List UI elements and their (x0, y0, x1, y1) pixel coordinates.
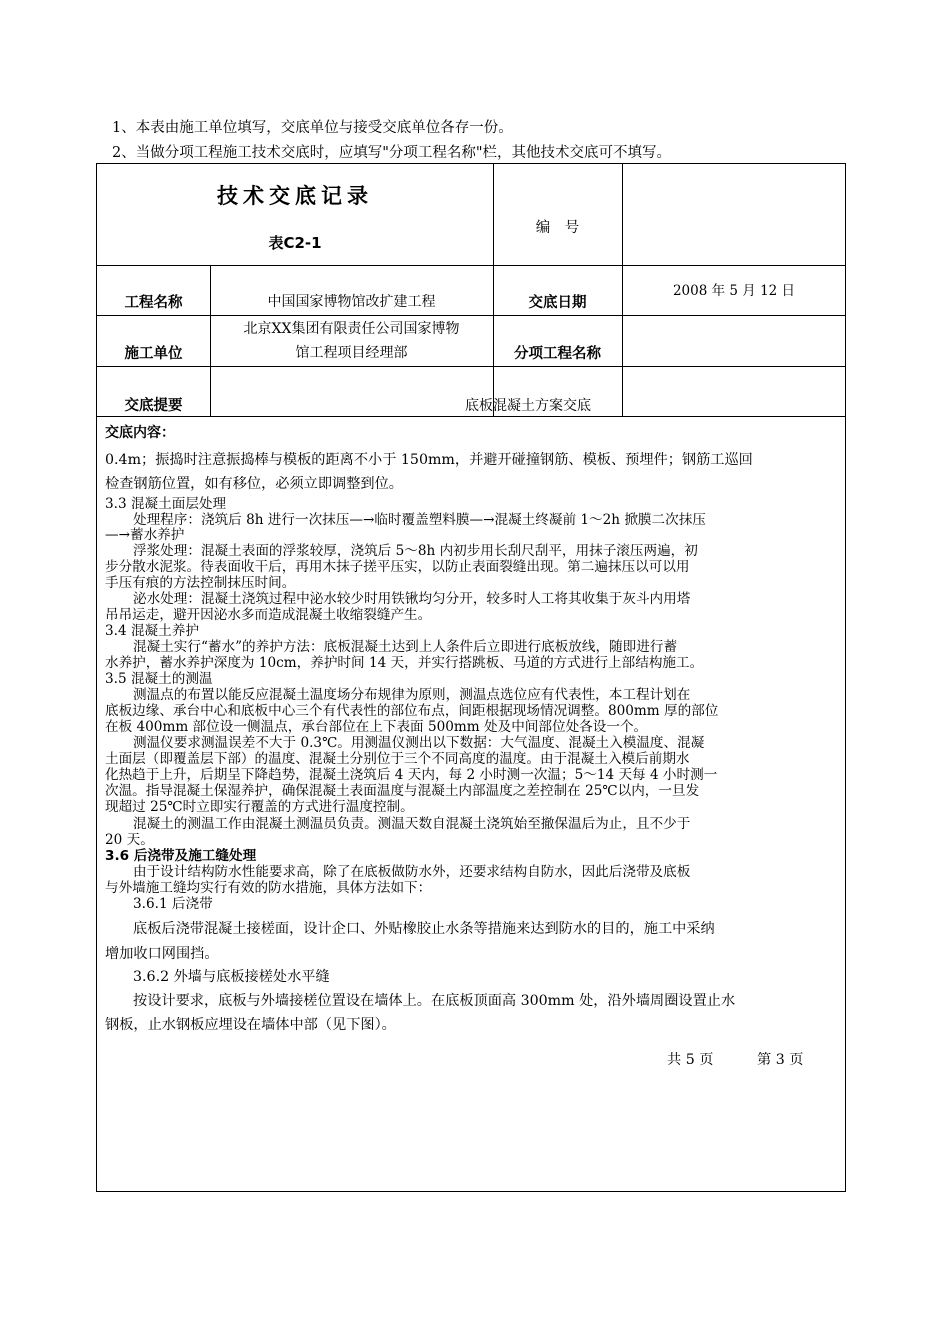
content-line: 处理程序：浇筑后 8h 进行一次抹压—→临时覆盖塑料膜—→混凝土终凝前 1～2h 掀膜二次抹压 (133, 512, 706, 528)
number-label: 编 号 (535, 220, 580, 236)
content-line: 0.4m；振捣时注意振捣棒与模板的距离不小于 150mm，并避开碰撞钢筋、模板、预埋件；钢筋工巡回 (105, 452, 753, 468)
summary-label: 交底提要 (124, 398, 183, 414)
disclosure-date-value: 2008 年 5 月 12 日 (672, 283, 796, 299)
section-heading: 3.6.1 后浇带 (133, 896, 213, 912)
form-title: 技术交底记录 (217, 184, 373, 208)
content-line: 次温。指导混凝土保湿养护，确保混凝土表面温度与混凝土内部温度之差控制在 25℃以内，一旦发 (105, 783, 700, 799)
content-line: 钢板，止水钢板应埋设在墙体中部（见下图）。 (105, 1017, 396, 1033)
section-heading: 3.6.2 外墙与底板接槎处水平缝 (133, 969, 330, 985)
content-line: 底板后浇带混凝土接槎面，设计企口、外贴橡胶止水条等措施来达到防水的目的，施工中采纳 (133, 921, 715, 937)
project-name-label: 工程名称 (124, 295, 183, 311)
section-heading: 3.3 混凝土面层处理 (105, 496, 227, 512)
content-line: 按设计要求，底板与外墙接槎位置设在墙体上。在底板顶面高 300mm 处，沿外墙周圈设置止水 (133, 993, 736, 1009)
content-line: 浮浆处理：混凝土表面的浮浆较厚，浇筑后 5～8h 内初步用长刮尺刮平，用抹子滚压两遍，初 (133, 543, 698, 559)
col-divider (210, 265, 211, 416)
content-line: 检查钢筋位置，如有移位，必须立即调整到位。 (105, 476, 403, 492)
project-name-value: 中国国家博物馆改扩建工程 (267, 294, 436, 310)
content-line: 现超过 25℃时立即实行覆盖的方式进行温度控制。 (105, 799, 414, 815)
content-line: 底板边缘、承台中心和底板中心三个有代表性的部位布点，间距根据现场情况调整。800mm 厚的部位 (105, 703, 719, 719)
content-line: 20 天。 (105, 832, 154, 848)
content-line: 水养护，蓄水养护深度为 10cm，养护时间 14 天，并实行搭跳板、马道的方式进行上部结构施工。 (105, 655, 704, 671)
content-line: 步分散水泥浆。待表面收干后，再用木抹子搓平压实，以防止表面裂缝出现。第二遍抹压以可以用 (105, 559, 690, 575)
content-line: 化热趋于上升，后期呈下降趋势，混凝土浇筑后 4 天内，每 2 小时测一次温；5～14 天每 4 小时测一 (105, 767, 718, 783)
form-number: 表C2-1 (268, 234, 322, 252)
technical-disclosure-form (96, 163, 846, 1192)
construction-unit-label: 施工单位 (124, 346, 183, 362)
current-page: 第 3 页 (757, 1052, 804, 1068)
disclosure-date-label: 交底日期 (528, 295, 587, 311)
content-line: 在板 400mm 部位设一侧温点，承台部位在上下表面 500mm 处及中间部位处各设一个。 (105, 719, 648, 735)
content-line: —→蓄水养护 (105, 527, 185, 543)
construction-unit-value-line1: 北京XX集团有限责任公司国家博物 (243, 321, 460, 337)
row-divider (97, 416, 845, 417)
section-heading: 3.6 后浇带及施工缝处理 (105, 848, 257, 864)
summary-value: 底板混凝土方案交底 (465, 398, 591, 414)
content-line: 测温仪要求测温误差不大于 0.3℃。用测温仪测出以下数据：大气温度、混凝土入模温度、混凝 (133, 735, 705, 751)
col-divider (493, 164, 494, 416)
section-heading: 3.4 混凝土养护 (105, 623, 199, 639)
total-pages: 共 5 页 (667, 1052, 714, 1068)
content-line: 混凝土实行“蓄水”的养护方法：底板混凝土达到上人条件后立即进行底板放线，随即进行蓄 (133, 639, 678, 655)
content-line: 混凝土的测温工作由混凝土测温员负责。测温天数自混凝土浇筑始至撤保温后为止，且不少于 (133, 816, 691, 832)
content-line: 与外墙施工缝均实行有效的防水措施，具体方法如下： (105, 880, 432, 896)
content-line: 由于设计结构防水性能要求高，除了在底板做防水外，还要求结构自防水，因此后浇带及底板 (133, 864, 691, 880)
section-heading: 3.5 混凝土的测温 (105, 671, 213, 687)
construction-unit-value-line2: 馆工程项目经理部 (295, 345, 408, 361)
content-line: 测温点的布置以能反应混凝土温度场分布规律为原则，测温点选位应有代表性，本工程计划在 (133, 687, 691, 703)
content-line: 土面层（即覆盖层下部）的温度、混凝土分别位于三个不同高度的温度。由于混凝土入模后前期水 (105, 751, 690, 767)
content-line: 吊吊运走，避开因泌水多而造成混凝土收缩裂缝产生。 (105, 607, 432, 623)
content-line: 增加收口网围挡。 (105, 946, 219, 962)
note-1: 1、本表由施工单位填写，交底单位与接受交底单位各存一份。 (112, 120, 513, 136)
content-line: 手压有痕的方法控制抹压时间。 (105, 575, 296, 591)
note-2: 2、当做分项工程施工技术交底时，应填写"分项工程名称"栏，其他技术交底可不填写。 (112, 145, 672, 161)
sub-item-name-label: 分项工程名称 (514, 346, 601, 362)
content-label: 交底内容： (105, 425, 175, 441)
content-line: 泌水处理：混凝土浇筑过程中泌水较少时用铁锹均匀分开，较多时人工将其收集于灰斗内用塔 (133, 591, 691, 607)
